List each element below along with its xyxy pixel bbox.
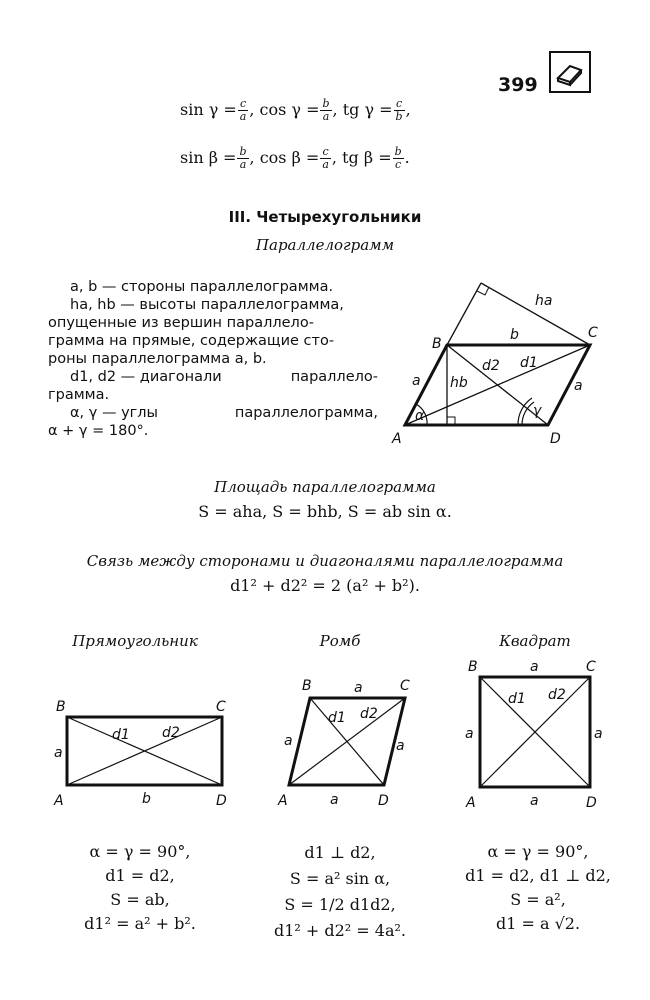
rhombus-side-top-label: a bbox=[354, 680, 363, 696]
section-subtitle: Параллелограмм bbox=[255, 236, 395, 254]
rect-a-vertex-label: A bbox=[54, 793, 64, 809]
trig-line-1: sin γ = $\frac{c}{a}$ , cos γ = $\frac{b}{a}$ , tg γ = $\frac{c}{b}$ , bbox=[180, 97, 411, 123]
rhombus-d1-label: d1 bbox=[328, 710, 346, 726]
rect-side-b-label: b bbox=[142, 791, 151, 807]
square-side-left-label: a bbox=[465, 726, 474, 742]
square-d1-label: d1 bbox=[508, 691, 526, 707]
section-title: III. Четырехугольники bbox=[228, 208, 422, 226]
rect-d1-label: d1 bbox=[112, 727, 130, 743]
book-icon bbox=[548, 50, 592, 94]
square-figure bbox=[462, 655, 612, 815]
vertex-c-label: C bbox=[588, 325, 598, 341]
relation-formula: d1² + d2² = 2 (a² + b²). bbox=[230, 576, 420, 595]
square-b-label: B bbox=[468, 659, 478, 675]
square-a-vertex-label: A bbox=[466, 795, 476, 811]
area-formula: S = aha, S = bhb, S = ab sin α. bbox=[198, 502, 452, 521]
side-a-right-label: a bbox=[574, 378, 583, 394]
side-b-label: b bbox=[510, 327, 519, 343]
parallelogram-figure bbox=[390, 275, 610, 450]
height-ha-label: ha bbox=[535, 293, 553, 309]
rectangle-properties: α = γ = 90°, d1 = d2, S = ab, d1² = a² + b². bbox=[84, 842, 196, 933]
area-title: Площадь параллелограмма bbox=[214, 478, 436, 496]
square-side-top-label: a bbox=[530, 659, 539, 675]
rhombus-a-vertex-label: A bbox=[278, 793, 288, 809]
rhombus-side-right-label: a bbox=[396, 738, 405, 754]
relation-title: Связь между сторонами и диагоналями параллелограмма bbox=[86, 552, 564, 570]
vertex-a-label: A bbox=[392, 431, 402, 447]
angle-gamma-label: γ bbox=[533, 403, 542, 419]
vertex-b-label: B bbox=[432, 336, 442, 352]
square-side-right-label: a bbox=[594, 726, 603, 742]
rect-c-label: C bbox=[216, 699, 226, 715]
rhombus-d-label: D bbox=[378, 793, 389, 809]
rhombus-side-bottom-label: a bbox=[330, 792, 339, 808]
diagonal-d1-label: d1 bbox=[520, 355, 538, 371]
rhombus-title: Ромб bbox=[319, 632, 361, 650]
vertex-d-label: D bbox=[550, 431, 561, 447]
rect-side-a-label: a bbox=[54, 745, 63, 761]
rect-b-label: B bbox=[56, 699, 66, 715]
rhombus-side-left-label: a bbox=[284, 733, 293, 749]
side-a-left-label: a bbox=[412, 373, 421, 389]
rhombus-c-label: C bbox=[400, 678, 410, 694]
trig-line-2: sin β = $\frac{b}{a}$ , cos β = $\frac{c}{a}$ , tg β = $\frac{b}{c}$ . bbox=[180, 145, 410, 171]
rhombus-b-label: B bbox=[302, 678, 312, 694]
rhombus-figure bbox=[272, 672, 422, 812]
rect-d2-label: d2 bbox=[162, 725, 180, 741]
definitions-paragraph: a, b — стороны параллелограмма. ha, hb — высоты параллелограмма, опущенные из вершин параллело- грамма на прямые, содержащие сто- роны параллелограмма a, b. d1, d2 — диагонали параллело- грамма. α, γ — углы параллелограмма, α + γ = 180°. bbox=[48, 279, 378, 439]
diagonal-d2-label: d2 bbox=[482, 358, 500, 374]
square-side-bottom-label: a bbox=[530, 793, 539, 809]
square-title: Квадрат bbox=[499, 632, 571, 650]
rhombus-properties: d1 ⊥ d2, S = a² sin α, S = 1/2 d1d2, d1² + d2² = 4a². bbox=[273, 843, 407, 940]
page-number: 399 bbox=[498, 74, 538, 96]
square-properties: α = γ = 90°, d1 = d2, d1 ⊥ d2, S = a², d1 = a √2. bbox=[465, 842, 611, 933]
square-d2-label: d2 bbox=[548, 687, 566, 703]
angle-alpha-label: α bbox=[415, 408, 425, 424]
height-hb-label: hb bbox=[450, 375, 468, 391]
rect-d-label: D bbox=[216, 793, 227, 809]
square-d-label: D bbox=[586, 795, 597, 811]
rectangle-title: Прямоугольник bbox=[72, 632, 198, 650]
rhombus-d2-label: d2 bbox=[360, 706, 378, 722]
square-c-label: C bbox=[586, 659, 596, 675]
rectangle-figure bbox=[50, 695, 240, 815]
